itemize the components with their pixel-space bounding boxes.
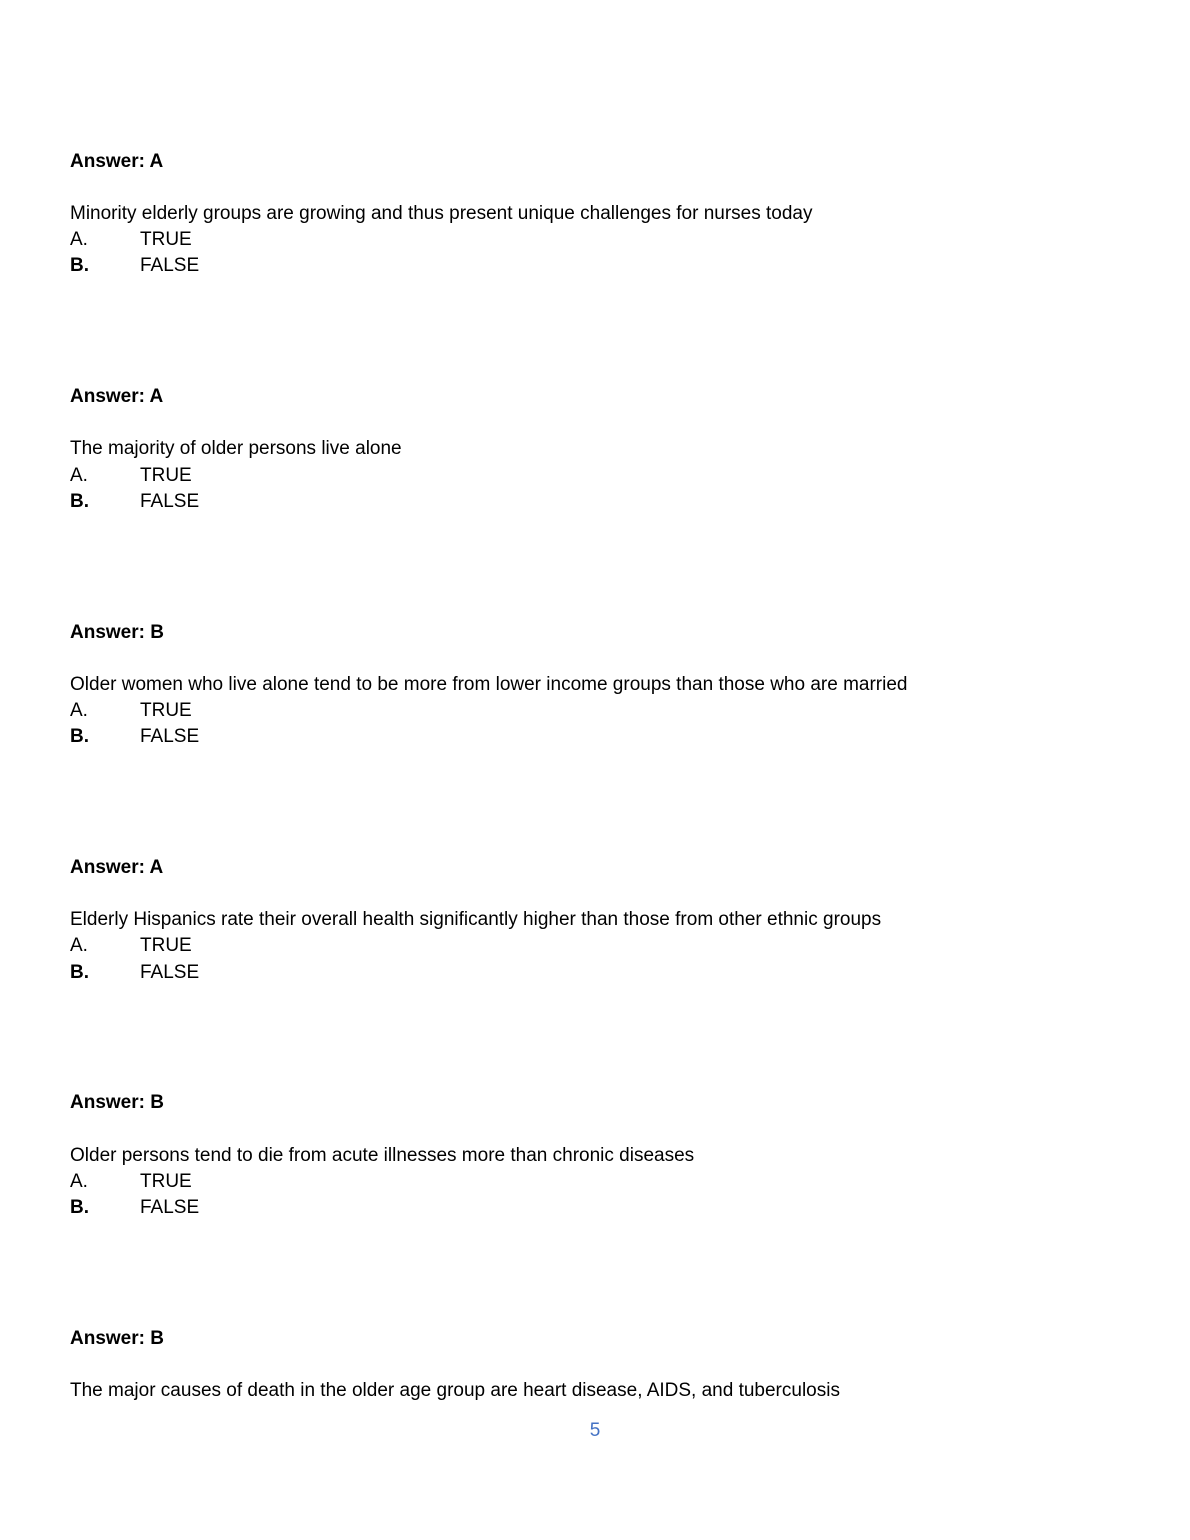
option-text: TRUE xyxy=(140,1171,192,1192)
question-text: Older persons tend to die from acute illnesses more than chronic diseases xyxy=(70,1145,695,1166)
option-letter: A. xyxy=(70,700,88,721)
answer-label: Answer: B xyxy=(70,1092,164,1113)
answer-label: Answer: A xyxy=(70,857,164,878)
option-text: FALSE xyxy=(140,255,200,276)
option-letter: B. xyxy=(70,726,89,747)
option-a xyxy=(70,227,192,253)
option-letter: A. xyxy=(70,1171,88,1192)
option-letter: B. xyxy=(70,255,89,276)
option-text: TRUE xyxy=(140,465,192,486)
option-b xyxy=(70,960,199,986)
option-text: FALSE xyxy=(140,491,200,512)
option-letter: B. xyxy=(70,491,89,512)
option-a xyxy=(70,698,192,724)
option-text: TRUE xyxy=(140,700,192,721)
option-a xyxy=(70,933,192,959)
option-b xyxy=(70,253,199,279)
answer-label: Answer: A xyxy=(70,151,164,172)
option-a xyxy=(70,463,192,489)
question-text: Minority elderly groups are growing and thus present unique challenges for nurses today xyxy=(70,203,813,224)
option-b xyxy=(70,724,199,750)
question-text: The major causes of death in the older age group are heart disease, AIDS, and tuberculosis xyxy=(70,1380,840,1401)
option-letter: A. xyxy=(70,465,88,486)
option-text: TRUE xyxy=(140,229,192,250)
option-letter: A. xyxy=(70,935,88,956)
answer-label: Answer: A xyxy=(70,386,164,407)
option-b xyxy=(70,1195,199,1221)
option-letter: A. xyxy=(70,229,88,250)
answer-label: Answer: B xyxy=(70,1328,164,1349)
option-text: TRUE xyxy=(140,935,192,956)
option-a xyxy=(70,1169,192,1195)
option-text: FALSE xyxy=(140,962,200,983)
answer-label: Answer: B xyxy=(70,622,164,643)
question-text: The majority of older persons live alone xyxy=(70,438,402,459)
option-b xyxy=(70,489,199,515)
option-text: FALSE xyxy=(140,1197,200,1218)
question-text: Older women who live alone tend to be more from lower income groups than those who are married xyxy=(70,674,908,695)
option-text: FALSE xyxy=(140,726,200,747)
question-text: Elderly Hispanics rate their overall health significantly higher than those from other ethnic groups xyxy=(70,909,882,930)
option-letter: B. xyxy=(70,1197,89,1218)
option-letter: B. xyxy=(70,962,89,983)
page-number: 5 xyxy=(589,1420,601,1441)
